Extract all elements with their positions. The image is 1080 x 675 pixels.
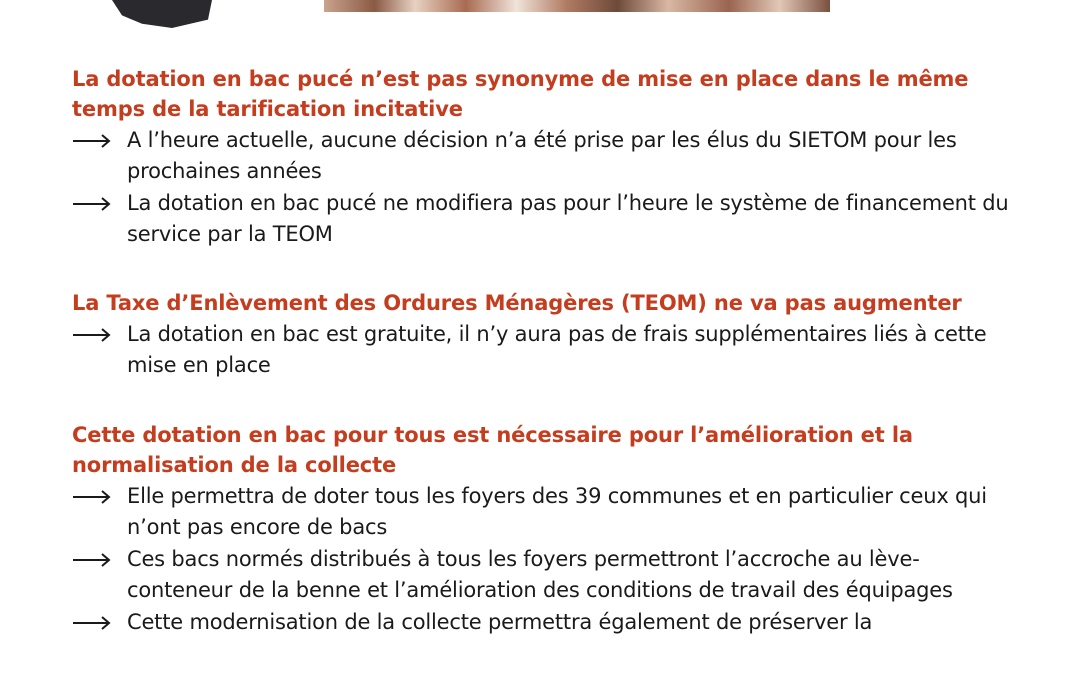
section-teom [72, 288, 1012, 381]
section-normalisation [72, 420, 1012, 638]
bullet-item [72, 481, 1012, 543]
right-arrow-icon [72, 188, 127, 218]
bullet-text: Cette modernisation de la collecte permettra également de préserver la [127, 610, 873, 634]
right-arrow-icon [72, 544, 127, 574]
bullet-text: A l’heure actuelle, aucune décision n’a été prise par les élus du SIETOM pour les prochaines années [127, 128, 957, 183]
section-tarification [72, 64, 1012, 250]
right-arrow-icon [72, 319, 127, 349]
cropped-photo-banner [324, 0, 830, 12]
bullet-item [72, 607, 1012, 638]
right-arrow-icon [72, 125, 127, 155]
section-heading: La dotation en bac pucé n’est pas synonyme de mise en place dans le même temps de la tarification incitative [72, 67, 969, 121]
bullet-item [72, 544, 1012, 606]
bullet-text: La dotation en bac est gratuite, il n’y aura pas de frais supplémentaires liés à cette mise en place [127, 322, 987, 377]
bullet-text: La dotation en bac pucé ne modifiera pas pour l’heure le système de financement du service par la TEOM [127, 191, 1009, 246]
right-arrow-icon [72, 607, 127, 637]
bullet-item [72, 188, 1012, 250]
bullet-item [72, 125, 1012, 187]
section-heading: La Taxe d’Enlèvement des Ordures Ménagères (TEOM) ne va pas augmenter [72, 291, 962, 315]
bullet-item [72, 319, 1012, 381]
bullet-text: Elle permettra de doter tous les foyers des 39 communes et en particulier ceux qui n’ont pas encore de bacs [127, 484, 987, 539]
cropped-photo-left [112, 0, 212, 28]
bullet-text: Ces bacs normés distribués à tous les foyers permettront l’accroche au lève-conteneur de la benne et l’amélioration des conditions de travail des équipages [127, 547, 953, 602]
right-arrow-icon [72, 481, 127, 511]
section-heading: Cette dotation en bac pour tous est nécessaire pour l’amélioration et la normalisation de la collecte [72, 423, 913, 477]
